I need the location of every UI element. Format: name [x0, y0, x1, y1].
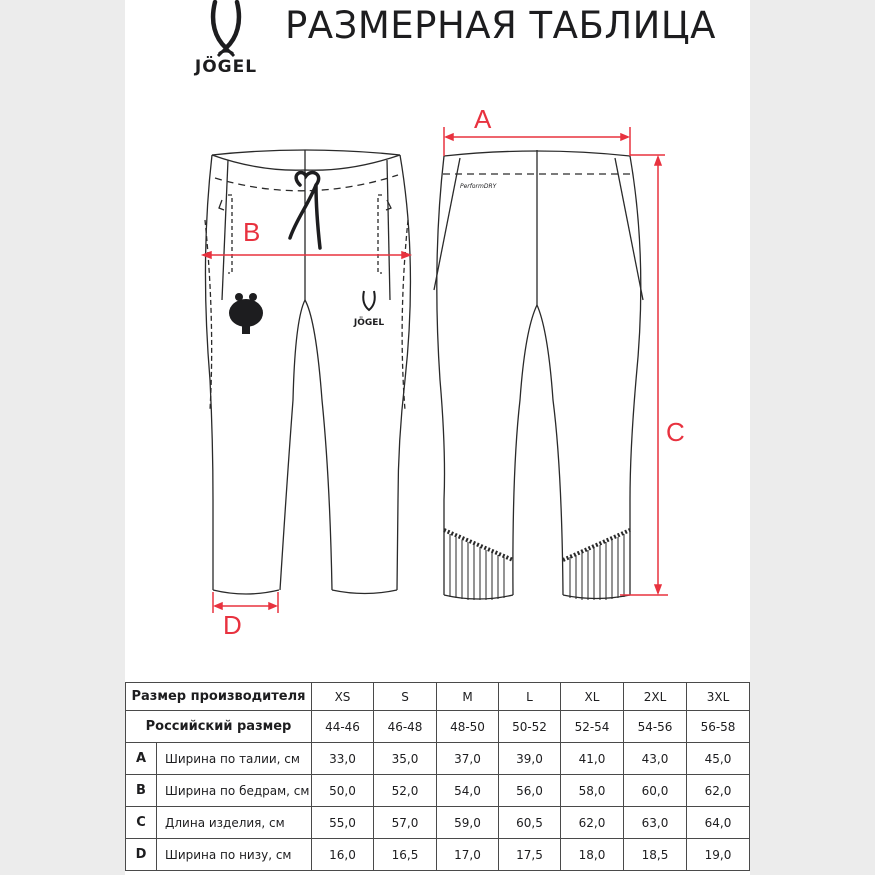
dimension-label-d: D [223, 610, 242, 640]
size-table [125, 682, 750, 871]
cell-value: 33,0 [312, 743, 374, 775]
row-letter: D [126, 839, 157, 871]
russian-size: 44-46 [312, 711, 374, 743]
table-row [126, 775, 750, 807]
cell-value: 63,0 [624, 807, 687, 839]
table-row [126, 743, 750, 775]
size-header: 3XL [687, 683, 750, 711]
cell-value: 60,0 [624, 775, 687, 807]
cell-value: 39,0 [499, 743, 561, 775]
dimension-label-c: C [666, 417, 685, 447]
cell-value: 16,0 [312, 839, 374, 871]
cell-value: 16,5 [374, 839, 437, 871]
cell-value: 55,0 [312, 807, 374, 839]
size-header: XS [312, 683, 374, 711]
cell-value: 37,0 [437, 743, 499, 775]
size-header: XL [561, 683, 624, 711]
brand-name: JÖGEL [194, 57, 258, 77]
size-header: L [499, 683, 561, 711]
cell-value: 43,0 [624, 743, 687, 775]
cell-value: 41,0 [561, 743, 624, 775]
hem-pleats [450, 534, 624, 600]
cell-value: 35,0 [374, 743, 437, 775]
row-letter: C [126, 807, 157, 839]
russian-size: 52-54 [561, 711, 624, 743]
manufacturer-size-row [126, 683, 750, 711]
table-row [126, 807, 750, 839]
page-title: РАЗМЕРНАЯ ТАБЛИЦА [285, 4, 716, 47]
cell-value: 60,5 [499, 807, 561, 839]
cell-value: 18,0 [561, 839, 624, 871]
russian-size-row [126, 711, 750, 743]
russian-size: 56-58 [687, 711, 750, 743]
row-label: Ширина по бедрам, см [157, 775, 312, 807]
russian-size: 54-56 [624, 711, 687, 743]
cell-value: 18,5 [624, 839, 687, 871]
dimension-label-b: B [243, 217, 261, 247]
cell-value: 62,0 [561, 807, 624, 839]
svg-text:JÖGEL: JÖGEL [353, 318, 385, 328]
russian-size: 50-52 [499, 711, 561, 743]
cell-value: 45,0 [687, 743, 750, 775]
size-header: M [437, 683, 499, 711]
russian-emblem-icon [229, 293, 263, 334]
cell-value: 19,0 [687, 839, 750, 871]
table-row [126, 839, 750, 871]
cell-value: 17,0 [437, 839, 499, 871]
cell-value: 56,0 [499, 775, 561, 807]
performdry-label: PerformDRY [460, 183, 497, 190]
cell-value: 54,0 [437, 775, 499, 807]
russian-size-label: Российский размер [126, 711, 312, 743]
russian-size: 46-48 [374, 711, 437, 743]
cell-value: 64,0 [687, 807, 750, 839]
back-view-pants [434, 150, 643, 599]
cell-value: 50,0 [312, 775, 374, 807]
cell-value: 58,0 [561, 775, 624, 807]
cell-value: 57,0 [374, 807, 437, 839]
row-letter: A [126, 743, 157, 775]
row-label: Ширина по низу, см [157, 839, 312, 871]
size-header: 2XL [624, 683, 687, 711]
cell-value: 17,5 [499, 839, 561, 871]
cell-value: 59,0 [437, 807, 499, 839]
row-label: Длина изделия, см [157, 807, 312, 839]
dimension-lines [203, 127, 668, 613]
row-label: Ширина по талии, см [157, 743, 312, 775]
manufacturer-size-label: Размер производителя [126, 683, 312, 711]
cell-value: 62,0 [687, 775, 750, 807]
russian-size: 48-50 [437, 711, 499, 743]
dimension-label-a: A [474, 104, 492, 134]
cell-value: 52,0 [374, 775, 437, 807]
size-header: S [374, 683, 437, 711]
front-view-pants [205, 150, 410, 594]
row-letter: B [126, 775, 157, 807]
front-jogel-logo-icon [353, 291, 385, 328]
